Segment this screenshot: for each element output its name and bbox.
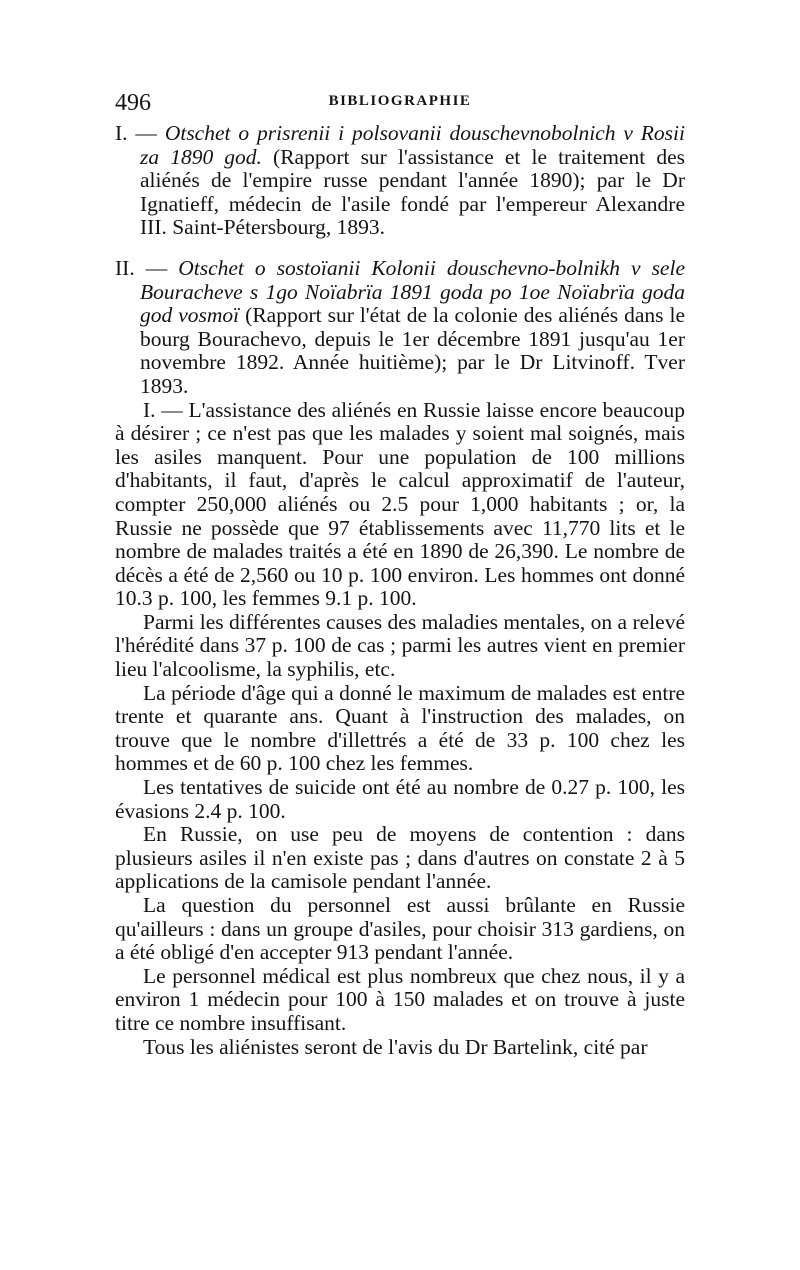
reference-title: Otschet o sostoïanii Kolonii douschevno-bolnikh v sele Bouracheve s 1go Noïabrïa 1891 goda po 1oe Noïabrïa goda god vosmoï xyxy=(140,255,685,328)
body-paragraph: En Russie, on use peu de moyens de contention : dans plusieurs asiles il n'en existe pas ; dans d'autres on constate 2 à 5 applications de la camisole pendant l'année. xyxy=(115,822,685,894)
reference-number: I. — xyxy=(115,121,157,145)
reference-entry-2 xyxy=(115,257,685,399)
page-number: 496 xyxy=(115,90,151,116)
reference-description: (Rapport sur l'état de la colonie des aliénés dans le bourg Bourachevo, depuis le 1er décembre 1891 jusqu'au 1er novembre 1892. Année huitième); par le Dr Litvinoff. Tver 1893. xyxy=(140,303,686,398)
body-paragraph: Tous les aliénistes seront de l'avis du Dr Bartelink, cité par xyxy=(143,1034,648,1059)
page-content xyxy=(115,122,685,1059)
body-paragraph: La période d'âge qui a donné le maximum de malades est entre trente et quarante ans. Quant à l'instruction des malades, on trouve que le nombre d'illettrés a été de 33 p. 100 chez les hommes et de 60 p. 100 chez les femmes. xyxy=(115,680,685,776)
reference-number: II. — xyxy=(115,255,168,280)
page-header xyxy=(115,90,685,120)
body-paragraph: Parmi les différentes causes des maladies mentales, on a relevé l'hérédité dans 37 p. 100 de cas ; parmi les autres vient en premier lieu l'alcoolisme, la syphilis, etc. xyxy=(115,609,685,682)
reference-title: Otschet o prisrenii i polsovanii douschevnobolnich v Rosii za 1890 god. xyxy=(140,121,685,169)
reference-description: (Rapport sur l'assistance et le traitement des aliénés de l'empire russe pendant l'année 1890); par le Dr Ignatieff, médecin de l'asile fondé par l'empereur Alexandre III. Saint-Pétersbourg, 1893. xyxy=(140,144,685,240)
body-paragraph: La question du personnel est aussi brûlante en Russie qu'ailleurs : dans un groupe d'asiles, pour choisir 313 gardiens, on a été obligé d'en accepter 913 pendant l'année. xyxy=(115,893,685,965)
reference-entry-1 xyxy=(115,122,685,240)
body-paragraph: I. — L'assistance des aliénés en Russie laisse encore beaucoup à désirer ; ce n'est pas que les malades y soient mal soignés, mais les asiles manquent. Pour une population de 100 millions d'habitants, il faut, d'après le calcul approximatif de l'auteur, compter 250,000 aliénés ou 2.5 pour 1,000 habitants ; or, la Russie ne possède que 97 établissements avec 11,770 lits et le nombre de malades traités a été en 1890 de 26,390. Le nombre de décès a été de 2,560 ou 10 p. 100 environ. Les hommes ont donné 10.3 p. 100, les femmes 9.1 p. 100. xyxy=(115,397,685,611)
running-head: BIBLIOGRAPHIE xyxy=(328,93,472,109)
body-paragraph: Le personnel médical est plus nombreux que chez nous, il y a environ 1 médecin pour 100 à 150 malades et on trouve à juste titre ce nombre insuffisant. xyxy=(115,963,685,1035)
body-paragraph: Les tentatives de suicide ont été au nombre de 0.27 p. 100, les évasions 2.4 p. 100. xyxy=(115,775,685,823)
